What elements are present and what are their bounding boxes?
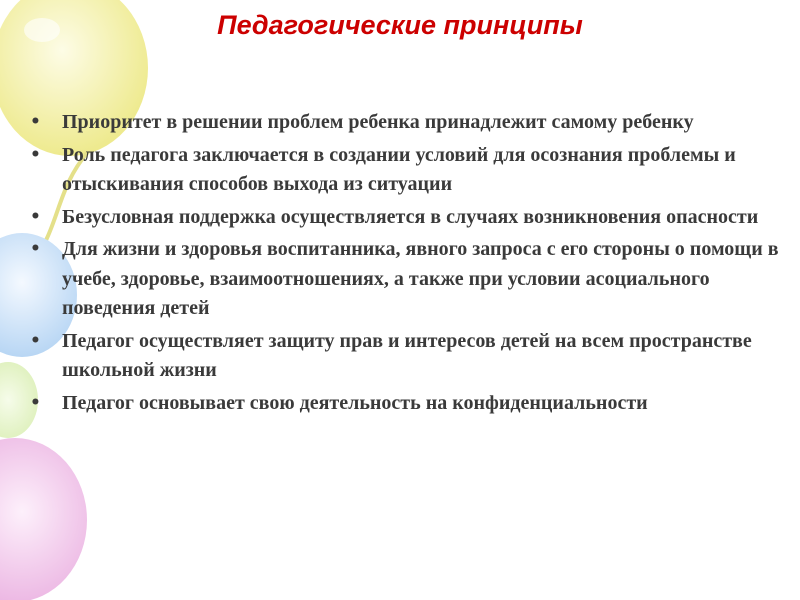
bullet-dot-icon: • [30, 392, 41, 413]
bullet-dot-icon: • [30, 330, 41, 351]
bullet-dot-icon: • [30, 239, 41, 259]
bullet-item [28, 141, 780, 200]
bullet-item [28, 389, 780, 419]
bullet-text: Безусловная поддержка осуществляется в случаях возникновения опасности [62, 205, 759, 228]
bullet-text: Роль педагога заключается в создании условий для осознания проблемы и отыскивания способов выхода из ситуации [62, 143, 736, 195]
slide-title: Педагогические принципы [217, 10, 583, 40]
bullet-item [28, 235, 780, 324]
bullet-text: Педагог осуществляет защиту прав и интересов детей на всем пространстве школьной жизни [62, 329, 752, 381]
bullet-item [28, 327, 780, 386]
bullet-text: Педагог основывает свою деятельность на конфиденциальности [62, 391, 648, 414]
bullet-text: Приоритет в решении проблем ребенка принадлежит самому ребенку [62, 111, 694, 133]
bullet-list [28, 108, 780, 421]
bullet-item [28, 108, 780, 138]
pink-balloon-icon [0, 438, 87, 600]
bullet-item [28, 203, 780, 233]
bullet-dot-icon: • [30, 206, 41, 227]
bullet-dot-icon: • [30, 144, 41, 165]
bullet-dot-icon: • [30, 112, 41, 132]
bullet-text: Для жизни и здоровья воспитанника, явного запроса с его стороны о помощи в учебе, здоровье, взаимоотношениях, а также при условии асоциального поведения детей [62, 238, 779, 319]
